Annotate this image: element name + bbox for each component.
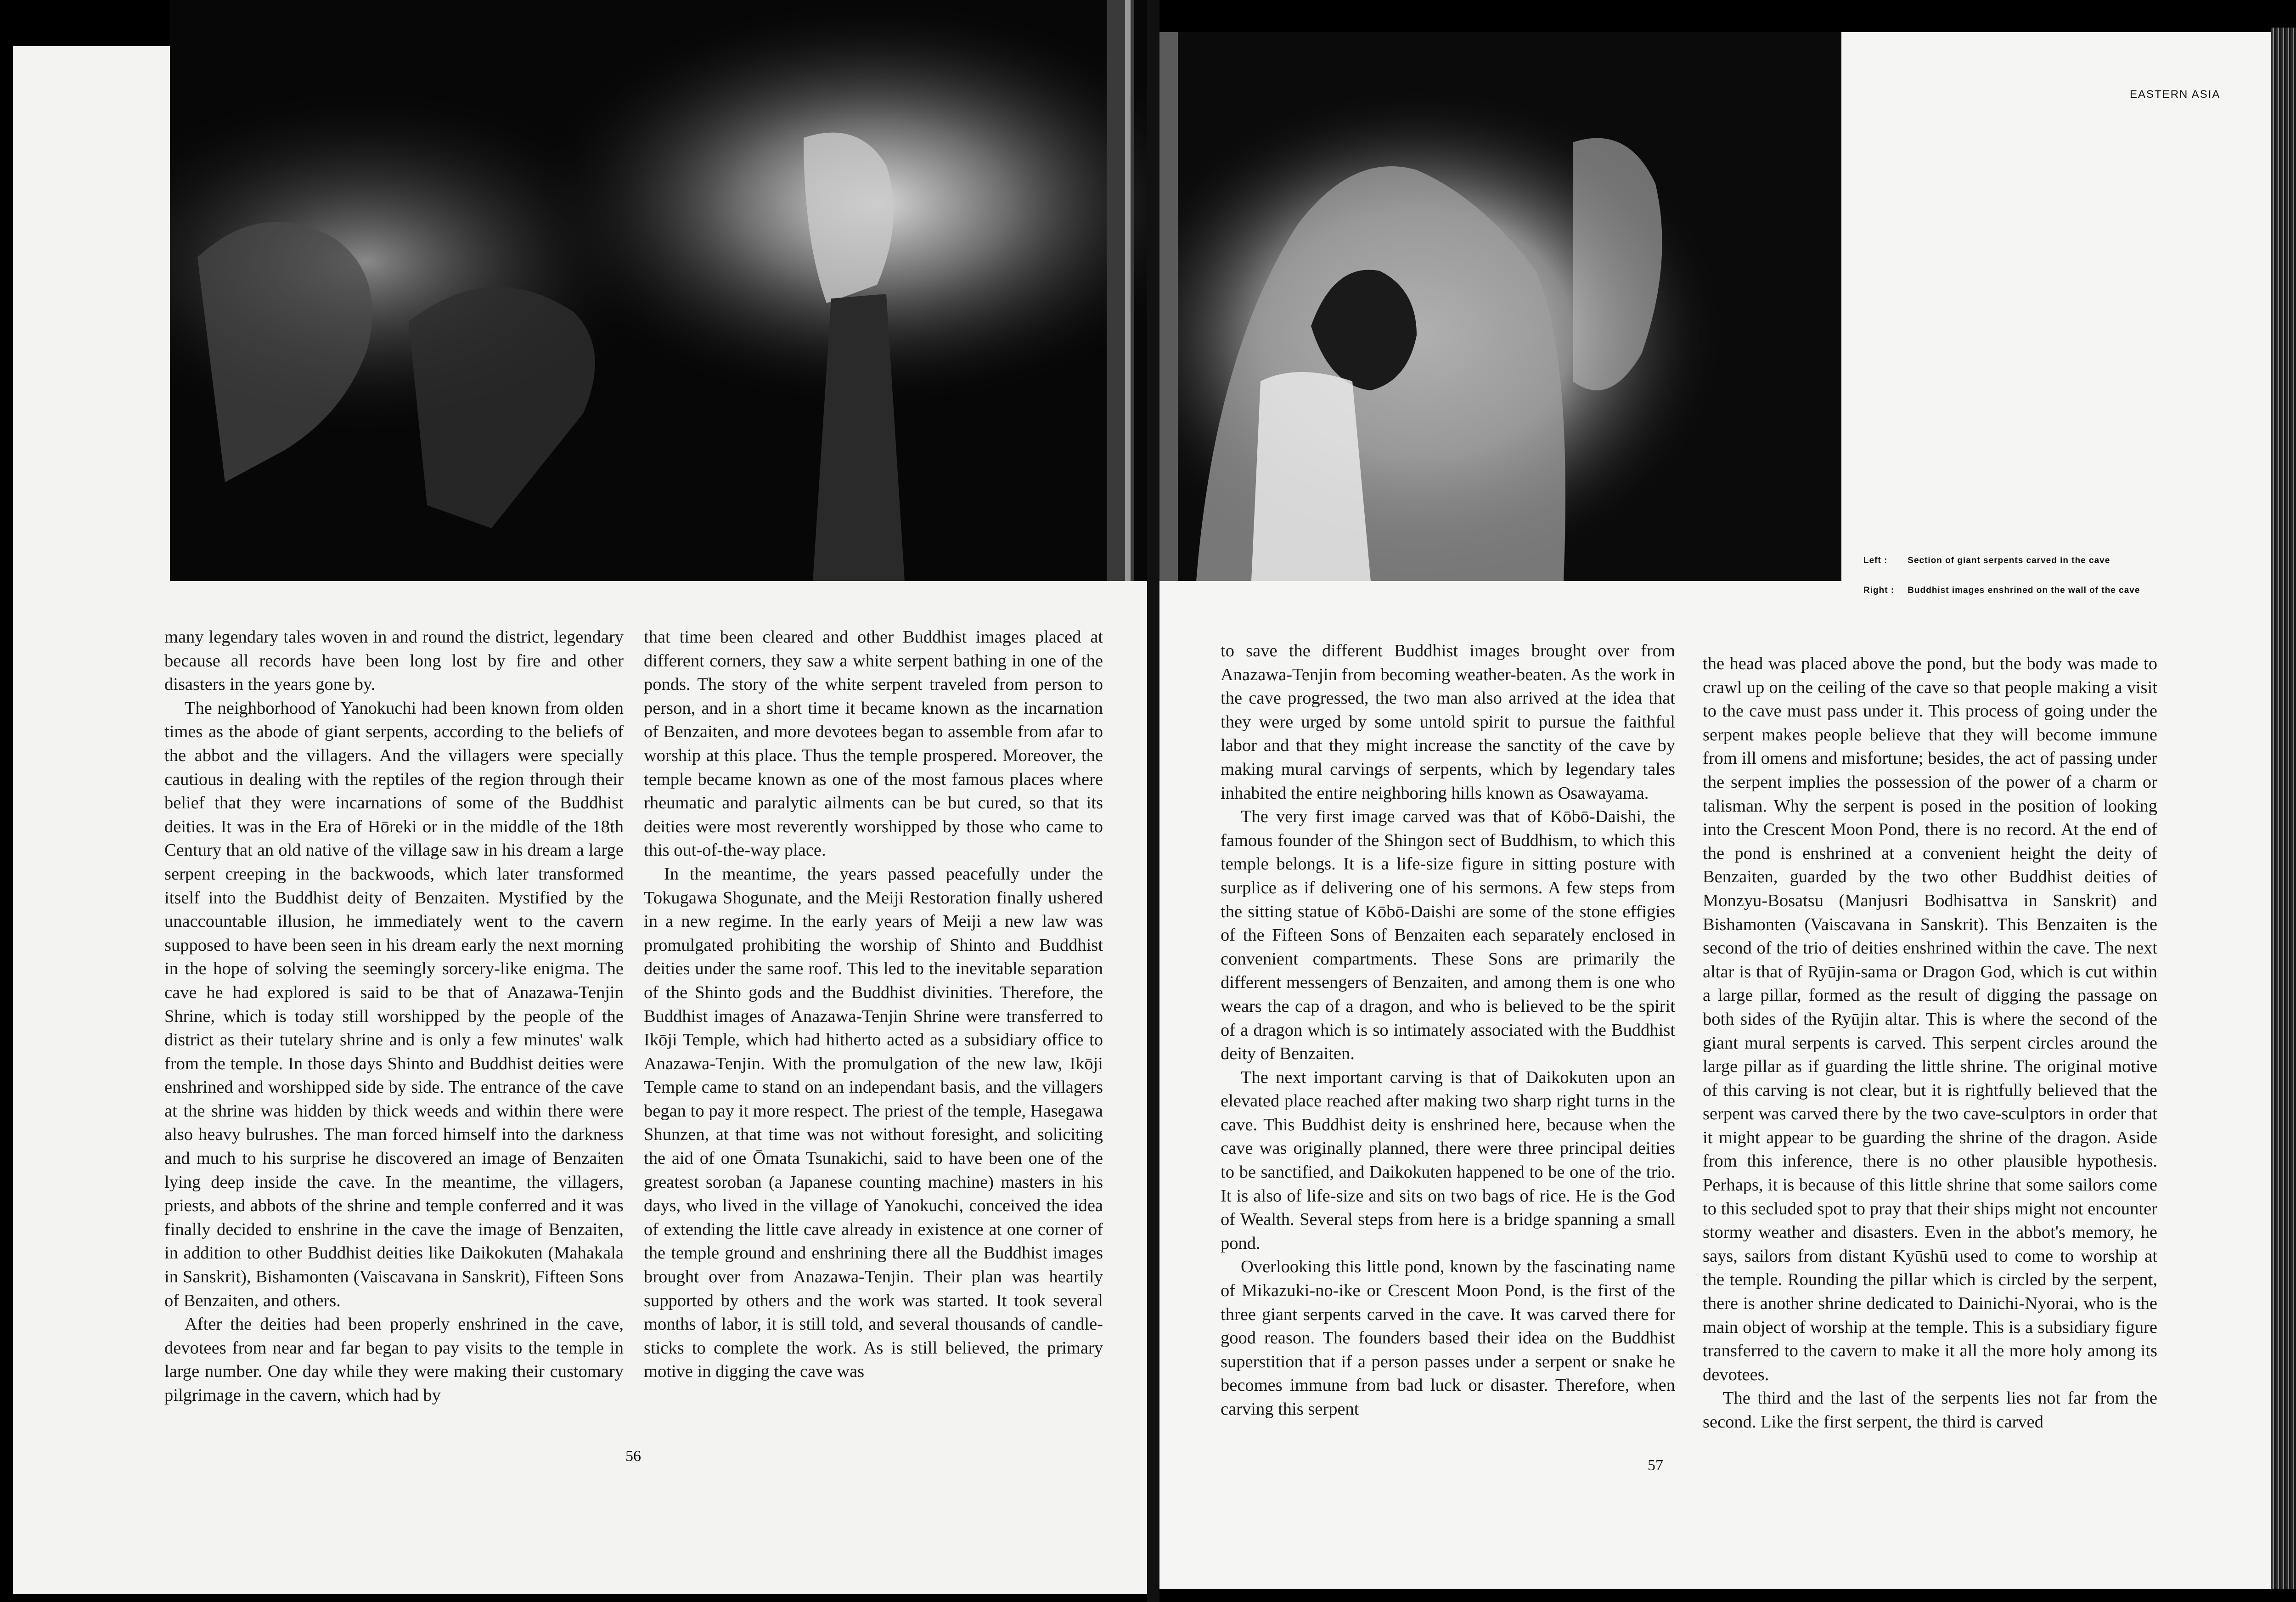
- photo-buddhist-images: [1159, 32, 1841, 581]
- paragraph: The very first image carved was that of Kōbō-Daishi, the famous founder of the Shingon sect of Buddhism, to which this temple belongs. It is a life-size figure in sitting posture with surplice as if delivering one of his sermons. A few steps from the sitting statue of Kōbō-Daishi are some of the stone effigies of the Fifteen Sons of Benzaiten each separately enclosed in convenient compartments. These Sons are primarily the different messengers of Benzaiten, and among them is one who wears the cap of a dragon, and who is believed to be the spirit of a dragon which is so intimately associated with the Buddhist deity of Benzaiten.: [1221, 807, 1675, 1064]
- paragraph: After the deities had been properly enshrined in the cave, devotees from near and far began to pay visits to the temple in large number. One day while they were making their customary pilgrimage in the cavern, which had by: [164, 1314, 624, 1405]
- page-number-left: 56: [625, 1448, 641, 1465]
- text-column-4: [1703, 652, 2157, 1434]
- page-edge: [2271, 28, 2296, 1589]
- caption-left-photo: [1863, 556, 2110, 566]
- text-column-1: [164, 626, 624, 1408]
- page-number-right: 57: [1648, 1457, 1663, 1474]
- paragraph: to save the different Buddhist images brought over from Anazawa-Tenjin from becoming weather-beaten. As the work in the cave progressed, the two man also arrived at the idea that they were urged by some untold spirit to pursue the faithful labor and that they might increase the sanctity of the cave by making mural carvings of serpents, which by legendary tales inhabited the entire neighboring hills known as Osawayama.: [1221, 641, 1675, 803]
- caption-label: Right :: [1863, 586, 1895, 595]
- running-head: EASTERN ASIA: [2130, 88, 2221, 101]
- photo-serpent-carving: [170, 0, 1147, 581]
- paragraph: The third and the last of the serpents lies not far from the second. Like the first serpent, the third is carved: [1703, 1388, 2157, 1432]
- paragraph: many legendary tales woven in and round the district, legendary because all records have been long lost by fire and other disasters in the years gone by.: [164, 627, 624, 694]
- paragraph: that time been cleared and other Buddhist images placed at different corners, they saw a white serpent bathing in one of the ponds. The story of the white serpent traveled from person to person, and in a short time it became known as the incarnation of Benzaiten, and more devotees began to assemble from afar to worship at this place. Thus the temple prospered. Moreover, the temple became known as one of the most famous places where rheumatic and paralytic ailments can be but cured, so that its deities were most reverently worshipped by those who came to this out-of-the-way place.: [644, 627, 1103, 860]
- paragraph: The neighborhood of Yanokuchi had been known from olden times as the abode of giant serpents, according to the beliefs of the abbot and the villagers. And the villagers were specially cautious in dealing with the reptiles of the region through their belief that they were incarnations of some of the Buddhist deities. It was in the Era of Hōreki or in the middle of the 18th Century that an old native of the village saw in his dream a large serpent creeping in the backwoods, which later transformed itself into the Buddhist deity of Benzaiten. Mystified by the unaccountable illusion, he immediately went to the cavern supposed to have been seen in his dream early the next morning in the hope of solving the seemingly sorcery-like enigma. The cave he had explored is said to be that of Anazawa-Tenjin Shrine, which is today still worshipped by the people of the district as their tutelary shrine and is only a few minutes' walk from the temple. In those days Shinto and Buddhist deities were enshrined and worshipped side by side. The entrance of the cave at the shrine was hidden by thick weeds and within there were also heavy bulrushes. The man forced himself into the darkness and much to his surprise he discovered an image of Benzaiten lying deep inside the cave. In the meantime, the villagers, priests, and abbots of the shrine and temple conferred and it was finally decided to enshrine in the cave the image of Benzaiten, in addition to other Buddhist deities like Daikokuten (Mahakala in Sanskrit), Bishamonten (Vaiscavana in Sanskrit), Fifteen Sons of Benzaiten, and others.: [164, 698, 624, 1310]
- caption-label: Left :: [1863, 556, 1888, 565]
- caption-right-photo: [1863, 586, 2140, 596]
- caption-text: Section of giant serpents carved in the cave: [1908, 556, 2110, 565]
- paragraph: In the meantime, the years passed peacefully under the Tokugawa Shogunate, and the Meiji Restoration finally ushered in a new regime. In the early years of Meiji a new law was promulgated prohibiting the worship of Shinto and Buddhist deities under the same roof. This led to the inevitable separation of the Shinto gods and the Buddhist divinities. Therefore, the Buddhist images of Anazawa-Tenjin Shrine were transferred to Ikōji Temple, which had hitherto acted as a subsidiary office to Anazawa-Tenjin. With the promulgation of the new law, Ikōji Temple came to stand on an independant basis, and the villagers began to pay it more respect. The priest of the temple, Hasegawa Shunzen, at that time was not without foresight, and soliciting the aid of one Ōmata Tsunakichi, said to have been one of the greatest soroban (a Japanese counting machine) masters in his days, who lived in the village of Yanokuchi, conceived the idea of extending the little cave already in existence at one corner of the temple ground and enshrining there all the Buddhist images brought over from Anazawa-Tenjin. Their plan was heartily supported by others and the work was started. It took several months of labor, it is still told, and several thousands of candle-sticks to complete the work. As is still believed, the primary motive in digging the cave was: [644, 864, 1103, 1382]
- paragraph: Overlooking this little pond, known by the fascinating name of Mikazuki-no-ike or Crescent Moon Pond, is the first of the three giant serpents carved in the cave. It was carved there for good reason. The founders based their idea on the Buddhist superstition that if a person passes under a serpent or snake he becomes immune from bad luck or disaster. Therefore, when carving this serpent: [1221, 1257, 1675, 1419]
- cave-photo-right: [1159, 32, 1841, 581]
- caption-text: Buddhist images enshrined on the wall of the cave: [1908, 586, 2140, 595]
- paragraph: the head was placed above the pond, but the body was made to crawl up on the ceiling of the cave so that people making a visit to the cave must pass under it. This process of going under the serpent makes people believe that they will become immune from ill omens and misfortune; besides, the act of passing under the serpent implies the possession of the power of a charm or talisman. Why the serpent is posed in the position of looking into the Crescent Moon Pond, there is no record. At the end of the pond is enshrined at a convenient height the deity of Benzaiten, guarded by the two other Buddhist deities of Monzyu-Bosatsu (Manjusri Bodhisattva in Sanskrit) and Bishamonten (Vaiscavana in Sanskrit). This Benzaiten is the second of the trio of deities enshrined within the cave. The next altar is that of Ryūjin-sama or Dragon God, which is cut within a large pillar, formed as the result of digging the passage on both sides of the Ryūjin altar. This is where the second of the giant mural serpents is carved. This serpent circles around the large pillar as if guarding the little shrine. The original motive of this carving is not clear, but it is rightfully believed that the serpent was carved there by the two cave-sculptors in order that it might appear to be guarding the shrine of the dragon. Aside from this inference, there is no other plausible hypothesis. Perhaps, it is because of this little shrine that some sailors come to this secluded spot to pray that their ships might not encounter stormy weather and disasters. Even in the abbot's memory, he says, sailors from distant Kyūshū used to come to worship at the temple. Rounding the pillar which is circled by the serpent, there is another shrine dedicated to Dainichi-Nyorai, who is the main object of worship at the temple. This is a subsidiary figure transferred to the cavern to make it all the more holy among its devotees.: [1703, 654, 2157, 1384]
- cave-photo-left: [170, 0, 1147, 581]
- text-column-2: [644, 626, 1103, 1384]
- text-column-3: [1221, 639, 1675, 1421]
- paragraph: The next important carving is that of Daikokuten upon an elevated place reached after making two sharp right turns in the cave. This Buddhist deity is enshrined here, because when the cave was originally planned, there were three principal deities to be sanctified, and Daikokuten happened to be one of the trio. It is also of life-size and sits on two bags of rice. He is the God of Wealth. Several steps from here is a bridge spanning a small pond.: [1221, 1067, 1675, 1253]
- gutter: [1147, 0, 1159, 1602]
